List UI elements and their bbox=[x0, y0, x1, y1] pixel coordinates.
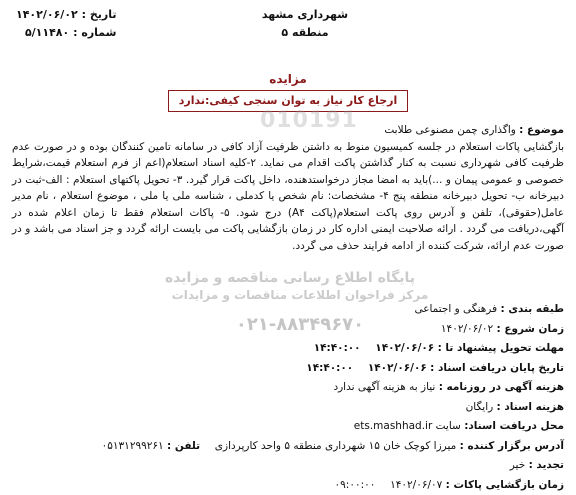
address-label: آدرس برگزار کننده : bbox=[460, 440, 564, 452]
doc-cost-label: هزینه اسناد : bbox=[497, 401, 564, 413]
renew-value: خیر bbox=[510, 459, 525, 471]
number-row bbox=[16, 24, 116, 42]
date-label: تاریخ : bbox=[82, 8, 117, 21]
category-row bbox=[12, 300, 564, 320]
receive-label: تاریخ پایان دریافت اسناد : bbox=[430, 362, 564, 374]
ad-cost-label: هزینه آگهی در روزنامه : bbox=[439, 381, 564, 393]
start-label: زمان شروع : bbox=[496, 323, 564, 335]
date-row bbox=[16, 6, 116, 24]
opening-label: زمان بازگشایی پاکات : bbox=[446, 479, 564, 491]
opening-row bbox=[12, 476, 564, 495]
watermark-line1: پایگاه اطلاع رسانی مناقصه و مزایده bbox=[120, 270, 460, 286]
qualification-badge: ارجاع کار نیاز به توان سنجی کیفی:ندارد bbox=[168, 90, 409, 112]
description: بازگشایی پاکات استعلام در جلسه کمیسیون منوط به داشتن ظرفیت آزاد کافی در سامانه تامین کنندگان بوده و در صورت عدم ظرفیت کافی شهرداری نسبت به کنار گذاشتن پاکت اقدام می نماید. ۲-کلیه اسناد استعلام(اعم از فرم استعلام قیمت،شرایط خصوصی و عمومی پیمان و ...)باید به امضا مجاز درخواستدهنده، داخل پاکت قرار گیرد. ۳- تحویل پاکتهای استعلام : الف-ثبت در دبیرخانه ب- تحویل دبیرخانه منطقه پنج ۴- مشخصات: نام شخص یا کدملی ، شناسه ملی یا ملی ، موضوع استعلام ، نام مدیر عامل(حقوقی)، تلفن و آدرس روی پاکت استعلام(پاکت A۴) درج شود. ۵- پاکات استعلام فقط تا زمان اعلام شده در آگهی،دریافت می گردد . ارائه صلاحیت ایمنی اداره کار در زمان بازگشایی پاکت می بایست ارائه گردد و جز اسناد می باشد و در صورت عدم ارائه، شرکت کننده از ادامه فرایند حذف می گردد. bbox=[12, 139, 564, 255]
deadline-label: مهلت تحویل پیشنهاد تا : bbox=[438, 342, 564, 354]
doc-place-label: محل دریافت اسناد: bbox=[464, 420, 564, 432]
header-org bbox=[220, 6, 390, 42]
notice-title bbox=[160, 70, 416, 112]
receive-time: ۱۴:۴۰:۰۰ bbox=[306, 362, 353, 374]
category-value: فرهنگی و اجتماعی bbox=[414, 303, 497, 315]
watermark-phone: ۰۲۱-۸۸۳۴۹۶۷۰ bbox=[190, 314, 410, 335]
start-row bbox=[12, 320, 564, 340]
watermark-number: 010191 bbox=[260, 108, 358, 133]
district-name: منطقه ۵ bbox=[220, 24, 390, 42]
address-value: میرزا کوچک خان ۱۵ شهرداری منطقه ۵ واحد کارپردازی bbox=[215, 440, 456, 452]
doc-place-row bbox=[12, 417, 564, 437]
doc-place-value: سایت ets.mashhad.ir bbox=[354, 420, 461, 432]
receive-date: ۱۴۰۲/۰۶/۰۶ bbox=[368, 362, 427, 374]
subject-label: موضوع : bbox=[519, 124, 564, 136]
subject-value: واگذاری چمن مصنوعی طلابت bbox=[384, 124, 515, 136]
opening-time: ۰۹:۰۰:۰۰ bbox=[335, 479, 376, 491]
deadline-date: ۱۴۰۲/۰۶/۰۶ bbox=[375, 342, 434, 354]
renew-label: تجدید : bbox=[529, 459, 564, 471]
renew-row bbox=[12, 456, 564, 476]
watermark-line2: مرکز فراخوان اطلاعات مناقصات و مزایدات bbox=[150, 288, 450, 302]
phone-label: تلفن : bbox=[167, 440, 200, 452]
date-value: ۱۴۰۲/۰۶/۰۲ bbox=[16, 8, 78, 21]
number-value: ۵/۱۱۴۸۰ bbox=[25, 26, 69, 39]
notice-kind: مزایده bbox=[160, 70, 416, 88]
receive-row bbox=[12, 359, 564, 379]
org-name: شهرداری مشهد bbox=[220, 6, 390, 24]
notice-body bbox=[12, 122, 564, 254]
doc-cost-value: رایگان bbox=[466, 401, 494, 413]
deadline-row bbox=[12, 339, 564, 359]
header-meta bbox=[16, 6, 116, 42]
deadline-time: ۱۴:۴۰:۰۰ bbox=[314, 342, 361, 354]
category-label: طبقه بندی : bbox=[500, 303, 564, 315]
phone-value: ۰۵۱۳۱۲۹۹۲۶۱ bbox=[102, 440, 164, 452]
subject-row bbox=[12, 122, 564, 139]
doc-cost-row bbox=[12, 398, 564, 418]
start-value: ۱۴۰۲/۰۶/۰۲ bbox=[441, 323, 493, 335]
ad-cost-value: نیاز به هزینه آگهی ندارد bbox=[333, 381, 435, 393]
notice-fields bbox=[12, 300, 564, 495]
address-row bbox=[12, 437, 564, 457]
number-label: شماره : bbox=[73, 26, 116, 39]
ad-cost-row bbox=[12, 378, 564, 398]
opening-date: ۱۴۰۲/۰۶/۰۷ bbox=[390, 479, 442, 491]
